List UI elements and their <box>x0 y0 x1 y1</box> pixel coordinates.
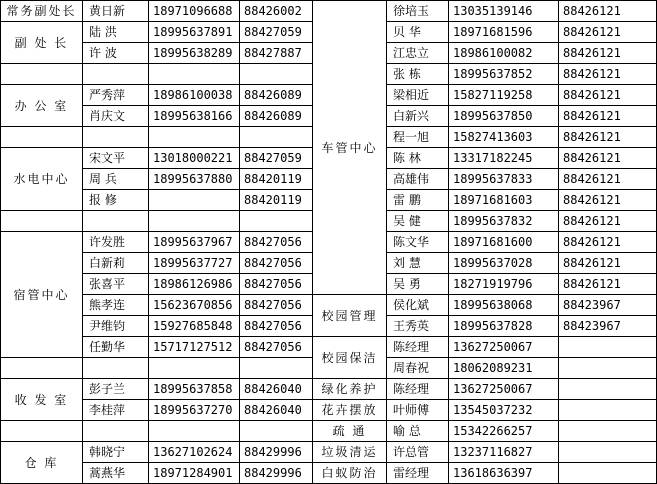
left-mobile-cell: 18986126986 <box>149 274 240 295</box>
left-mobile-cell: 18986100038 <box>149 85 240 106</box>
right-name-cell: 梁相近 <box>387 85 449 106</box>
left-mobile-cell: 13627102624 <box>149 442 240 463</box>
left-department-cell: 收 发 室 <box>1 379 83 421</box>
right-extension-cell <box>559 463 657 484</box>
right-extension-cell: 88426121 <box>559 43 657 64</box>
right-department-cell: 绿化养护 <box>313 379 387 400</box>
left-department-cell <box>1 211 83 232</box>
left-mobile-cell <box>149 64 240 85</box>
left-extension-cell: 88426089 <box>240 106 313 127</box>
right-mobile-cell: 13618636397 <box>449 463 559 484</box>
left-name-cell: 宋文平 <box>83 148 149 169</box>
right-mobile-cell: 13317182245 <box>449 148 559 169</box>
right-department-cell: 疏 通 <box>313 421 387 442</box>
right-mobile-cell: 18995637828 <box>449 316 559 337</box>
right-mobile-cell: 18971681596 <box>449 22 559 43</box>
right-extension-cell <box>559 421 657 442</box>
right-mobile-cell: 18986100082 <box>449 43 559 64</box>
right-name-cell: 贝 华 <box>387 22 449 43</box>
right-name-cell: 王秀英 <box>387 316 449 337</box>
right-extension-cell: 88426121 <box>559 127 657 148</box>
left-mobile-cell <box>149 127 240 148</box>
left-mobile-cell: 18995637727 <box>149 253 240 274</box>
left-department-cell <box>1 127 83 148</box>
left-extension-cell: 88427056 <box>240 295 313 316</box>
left-extension-cell <box>240 421 313 442</box>
left-name-cell <box>83 127 149 148</box>
right-department-cell: 白蚁防治 <box>313 463 387 484</box>
right-extension-cell: 88426121 <box>559 64 657 85</box>
right-name-cell: 雷经理 <box>387 463 449 484</box>
table-row <box>1 295 657 316</box>
right-name-cell: 许总管 <box>387 442 449 463</box>
left-department-cell: 水电中心 <box>1 148 83 211</box>
right-name-cell: 吴 健 <box>387 211 449 232</box>
right-name-cell: 刘 慧 <box>387 253 449 274</box>
left-mobile-cell: 18995638166 <box>149 106 240 127</box>
left-name-cell: 白新莉 <box>83 253 149 274</box>
right-name-cell: 陈文华 <box>387 232 449 253</box>
right-extension-cell: 88426121 <box>559 85 657 106</box>
left-department-cell: 常务副处长 <box>1 1 83 22</box>
left-mobile-cell: 18995637270 <box>149 400 240 421</box>
right-extension-cell <box>559 400 657 421</box>
left-name-cell: 熊孝连 <box>83 295 149 316</box>
right-mobile-cell: 18995637852 <box>449 64 559 85</box>
left-extension-cell: 88427056 <box>240 274 313 295</box>
right-name-cell: 江忠立 <box>387 43 449 64</box>
right-mobile-cell: 13627250067 <box>449 337 559 358</box>
right-extension-cell: 88426121 <box>559 190 657 211</box>
left-extension-cell: 88426040 <box>240 379 313 400</box>
right-name-cell: 张 栋 <box>387 64 449 85</box>
right-extension-cell: 88426121 <box>559 148 657 169</box>
left-name-cell: 陆 洪 <box>83 22 149 43</box>
left-extension-cell: 88426089 <box>240 85 313 106</box>
left-extension-cell: 88429996 <box>240 463 313 484</box>
table-row <box>1 1 657 22</box>
right-name-cell: 喻 总 <box>387 421 449 442</box>
right-name-cell: 徐培玉 <box>387 1 449 22</box>
right-extension-cell: 88426121 <box>559 1 657 22</box>
left-department-cell: 仓 库 <box>1 442 83 484</box>
right-extension-cell <box>559 358 657 379</box>
right-mobile-cell: 18971681600 <box>449 232 559 253</box>
right-mobile-cell: 13237116827 <box>449 442 559 463</box>
right-extension-cell: 88426121 <box>559 106 657 127</box>
right-extension-cell: 88426121 <box>559 211 657 232</box>
left-name-cell: 报 修 <box>83 190 149 211</box>
left-name-cell: 张喜平 <box>83 274 149 295</box>
left-name-cell: 李桂萍 <box>83 400 149 421</box>
left-name-cell: 许发胜 <box>83 232 149 253</box>
left-name-cell: 蒿燕华 <box>83 463 149 484</box>
left-name-cell: 周 兵 <box>83 169 149 190</box>
right-name-cell: 雷 鹏 <box>387 190 449 211</box>
right-name-cell: 陈 林 <box>387 148 449 169</box>
right-mobile-cell: 18062089231 <box>449 358 559 379</box>
table-row <box>1 337 657 358</box>
left-mobile-cell <box>149 190 240 211</box>
left-mobile-cell <box>149 358 240 379</box>
table-row <box>1 400 657 421</box>
table-row <box>1 379 657 400</box>
left-department-cell: 宿管中心 <box>1 232 83 358</box>
left-name-cell <box>83 211 149 232</box>
left-mobile-cell: 15717127512 <box>149 337 240 358</box>
table-row <box>1 463 657 484</box>
right-name-cell: 高雄伟 <box>387 169 449 190</box>
left-extension-cell: 88427059 <box>240 22 313 43</box>
right-name-cell: 周春祝 <box>387 358 449 379</box>
left-name-cell: 任勤华 <box>83 337 149 358</box>
right-mobile-cell: 13035139146 <box>449 1 559 22</box>
left-mobile-cell: 13018000221 <box>149 148 240 169</box>
right-extension-cell <box>559 379 657 400</box>
right-mobile-cell: 15342266257 <box>449 421 559 442</box>
left-department-cell: 办 公 室 <box>1 85 83 127</box>
left-mobile-cell: 18995637891 <box>149 22 240 43</box>
right-extension-cell <box>559 442 657 463</box>
right-mobile-cell: 18995637850 <box>449 106 559 127</box>
left-extension-cell <box>240 64 313 85</box>
table-row <box>1 421 657 442</box>
left-mobile-cell: 18971096688 <box>149 1 240 22</box>
left-mobile-cell <box>149 211 240 232</box>
left-mobile-cell <box>149 421 240 442</box>
right-name-cell: 程一旭 <box>387 127 449 148</box>
right-name-cell: 陈经理 <box>387 379 449 400</box>
right-extension-cell <box>559 337 657 358</box>
left-extension-cell: 88420119 <box>240 190 313 211</box>
left-department-cell <box>1 64 83 85</box>
right-name-cell: 侯化斌 <box>387 295 449 316</box>
left-extension-cell: 88427056 <box>240 253 313 274</box>
left-extension-cell: 88427056 <box>240 337 313 358</box>
left-department-cell <box>1 421 83 442</box>
left-extension-cell: 88420119 <box>240 169 313 190</box>
left-extension-cell: 88427887 <box>240 43 313 64</box>
right-extension-cell: 88426121 <box>559 169 657 190</box>
left-mobile-cell: 18995637967 <box>149 232 240 253</box>
left-mobile-cell: 15927685848 <box>149 316 240 337</box>
left-name-cell <box>83 358 149 379</box>
left-extension-cell <box>240 358 313 379</box>
left-name-cell <box>83 421 149 442</box>
right-name-cell: 吴 勇 <box>387 274 449 295</box>
left-name-cell: 彭子兰 <box>83 379 149 400</box>
left-mobile-cell: 18995637858 <box>149 379 240 400</box>
right-mobile-cell: 15827119258 <box>449 85 559 106</box>
right-mobile-cell: 18995638068 <box>449 295 559 316</box>
left-mobile-cell: 18971284901 <box>149 463 240 484</box>
right-department-cell: 花卉摆放 <box>313 400 387 421</box>
left-mobile-cell: 18995637880 <box>149 169 240 190</box>
right-name-cell: 叶师傅 <box>387 400 449 421</box>
right-extension-cell: 88426121 <box>559 22 657 43</box>
left-extension-cell: 88429996 <box>240 442 313 463</box>
left-mobile-cell: 15623670856 <box>149 295 240 316</box>
right-mobile-cell: 18971681603 <box>449 190 559 211</box>
left-extension-cell <box>240 211 313 232</box>
left-name-cell <box>83 64 149 85</box>
left-name-cell: 严秀萍 <box>83 85 149 106</box>
left-extension-cell: 88426040 <box>240 400 313 421</box>
left-extension-cell: 88427059 <box>240 148 313 169</box>
table-row <box>1 442 657 463</box>
right-department-cell: 校园保洁 <box>313 337 387 379</box>
left-name-cell: 黄日新 <box>83 1 149 22</box>
right-department-cell: 车管中心 <box>313 1 387 295</box>
right-extension-cell: 88423967 <box>559 295 657 316</box>
right-mobile-cell: 13627250067 <box>449 379 559 400</box>
left-mobile-cell: 18995638289 <box>149 43 240 64</box>
right-mobile-cell: 15827413603 <box>449 127 559 148</box>
left-department-cell: 副 处 长 <box>1 22 83 64</box>
right-department-cell: 校园管理 <box>313 295 387 337</box>
left-name-cell: 韩晓宁 <box>83 442 149 463</box>
left-name-cell: 许 波 <box>83 43 149 64</box>
right-mobile-cell: 18995637028 <box>449 253 559 274</box>
left-extension-cell: 88426002 <box>240 1 313 22</box>
right-mobile-cell: 18995637833 <box>449 169 559 190</box>
right-name-cell: 陈经理 <box>387 337 449 358</box>
right-extension-cell: 88426121 <box>559 253 657 274</box>
right-name-cell: 白新兴 <box>387 106 449 127</box>
right-mobile-cell: 18995637832 <box>449 211 559 232</box>
left-name-cell: 尹维钧 <box>83 316 149 337</box>
right-extension-cell: 88426121 <box>559 232 657 253</box>
right-extension-cell: 88423967 <box>559 316 657 337</box>
right-department-cell: 垃圾清运 <box>313 442 387 463</box>
left-extension-cell: 88427056 <box>240 232 313 253</box>
right-extension-cell: 88426121 <box>559 274 657 295</box>
right-mobile-cell: 13545037232 <box>449 400 559 421</box>
left-extension-cell: 88427056 <box>240 316 313 337</box>
left-extension-cell <box>240 127 313 148</box>
left-department-cell <box>1 358 83 379</box>
right-mobile-cell: 18271919796 <box>449 274 559 295</box>
left-name-cell: 肖庆文 <box>83 106 149 127</box>
